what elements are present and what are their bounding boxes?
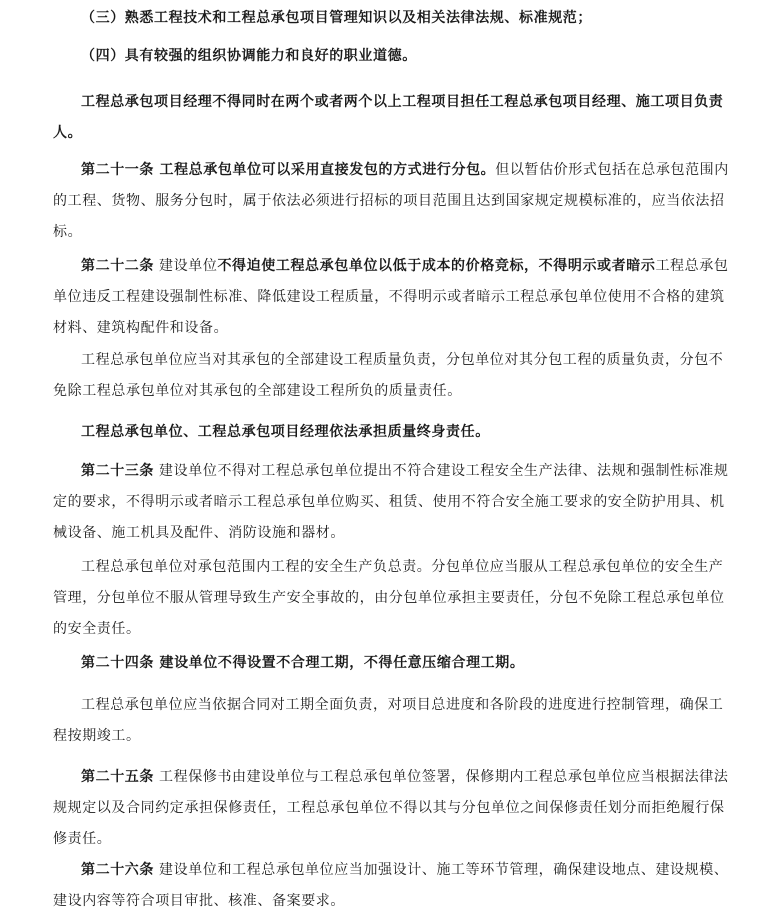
paragraph-item-3 [53, 3, 729, 34]
paragraph-article-24-schedule [53, 690, 729, 752]
article-25-number: 第二十五条 [81, 769, 154, 785]
paragraph-item-4 [53, 41, 729, 72]
article-23-number: 第二十三条 [81, 463, 154, 479]
pm-restriction-text: 工程总承包项目经理不得同时在两个或者两个以上工程项目担任工程总承包项目经理、施工项目负责人。 [53, 94, 724, 141]
article-22-bold-text: 不得迫使工程总承包单位以低于成本的价格竞标，不得明示或者暗示 [217, 258, 656, 274]
paragraph-article-22-quality [53, 345, 729, 407]
article-25-text: 工程保修书由建设单位与工程总承包单位签署，保修期内工程总承包单位应当根据法律法规规定以及合同约定承担保修责任，工程总承包单位不得以其与分包单位之间保修责任划分而拒绝履行保修责任。 [53, 769, 729, 847]
paragraph-article-22 [53, 251, 729, 344]
paragraph-article-23-safety [53, 552, 729, 645]
article-24-text: 第二十四条 建设单位不得设置不合理工期，不得任意压缩合理工期。 [81, 655, 525, 671]
paragraph-pm-restriction [53, 87, 729, 149]
item-3-text: （三）熟悉工程技术和工程总承包项目管理知识以及相关法律法规、标准规范； [81, 10, 592, 26]
article-26-text: 建设单位和工程总承包单位应当加强设计、施工等环节管理，确保建设地点、建设规模、建设内容等符合项目审批、核准、备案要求。 [53, 862, 729, 909]
article-22-quality-text: 工程总承包单位应当对其承包的全部建设工程质量负责，分包单位对其分包工程的质量负责，分包不免除工程总承包单位对其承包的全部建设工程所负的质量责任。 [53, 352, 724, 399]
article-22-lifelong-text: 工程总承包单位、工程总承包项目经理依法承担质量终身责任。 [81, 424, 490, 440]
paragraph-article-23 [53, 456, 729, 549]
article-23-safety-text: 工程总承包单位对承包范围内工程的安全生产负总责。分包单位应当服从工程总承包单位的安全生产管理，分包单位不服从管理导致生产安全事故的，由分包单位承担主要责任，分包不免除工程总承包单位的安全责任。 [53, 559, 725, 637]
article-22-subject: 建设单位 [154, 258, 218, 274]
paragraph-article-25 [53, 762, 729, 855]
article-21-number: 第二十一条 [81, 162, 154, 178]
article-21-text: 但以暂估价形式包括在总承包范围内的工程、货物、服务分包时，属于依法必须进行招标的项目范围且达到国家规定规模标准的，应当依法招标。 [53, 162, 729, 240]
article-23-text: 建设单位不得对工程总承包单位提出不符合建设工程安全生产法律、法规和强制性标准规定的要求，不得明示或者暗示工程总承包单位购买、租赁、使用不符合安全施工要求的安全防护用具、机械设备、施工机具及配件、消防设施和器材。 [53, 463, 729, 541]
item-4-text: （四）具有较强的组织协调能力和良好的职业道德。 [81, 48, 417, 64]
paragraph-article-22-lifelong [53, 417, 729, 448]
article-26-number: 第二十六条 [81, 862, 154, 878]
article-21-bold-text: 工程总承包单位可以采用直接发包的方式进行分包。 [154, 162, 496, 178]
paragraph-article-26 [53, 855, 729, 917]
paragraph-article-24 [53, 648, 729, 679]
article-22-number: 第二十二条 [81, 258, 154, 274]
paragraph-article-21 [53, 155, 729, 248]
article-24-schedule-text: 工程总承包单位应当依据合同对工期全面负责，对项目总进度和各阶段的进度进行控制管理，确保工程按期竣工。 [53, 697, 724, 744]
article-22-text: 工程总承包单位违反工程建设强制性标准、降低建设工程质量，不得明示或者暗示工程总承包单位使用不合格的建筑材料、建筑构配件和设备。 [53, 258, 729, 336]
